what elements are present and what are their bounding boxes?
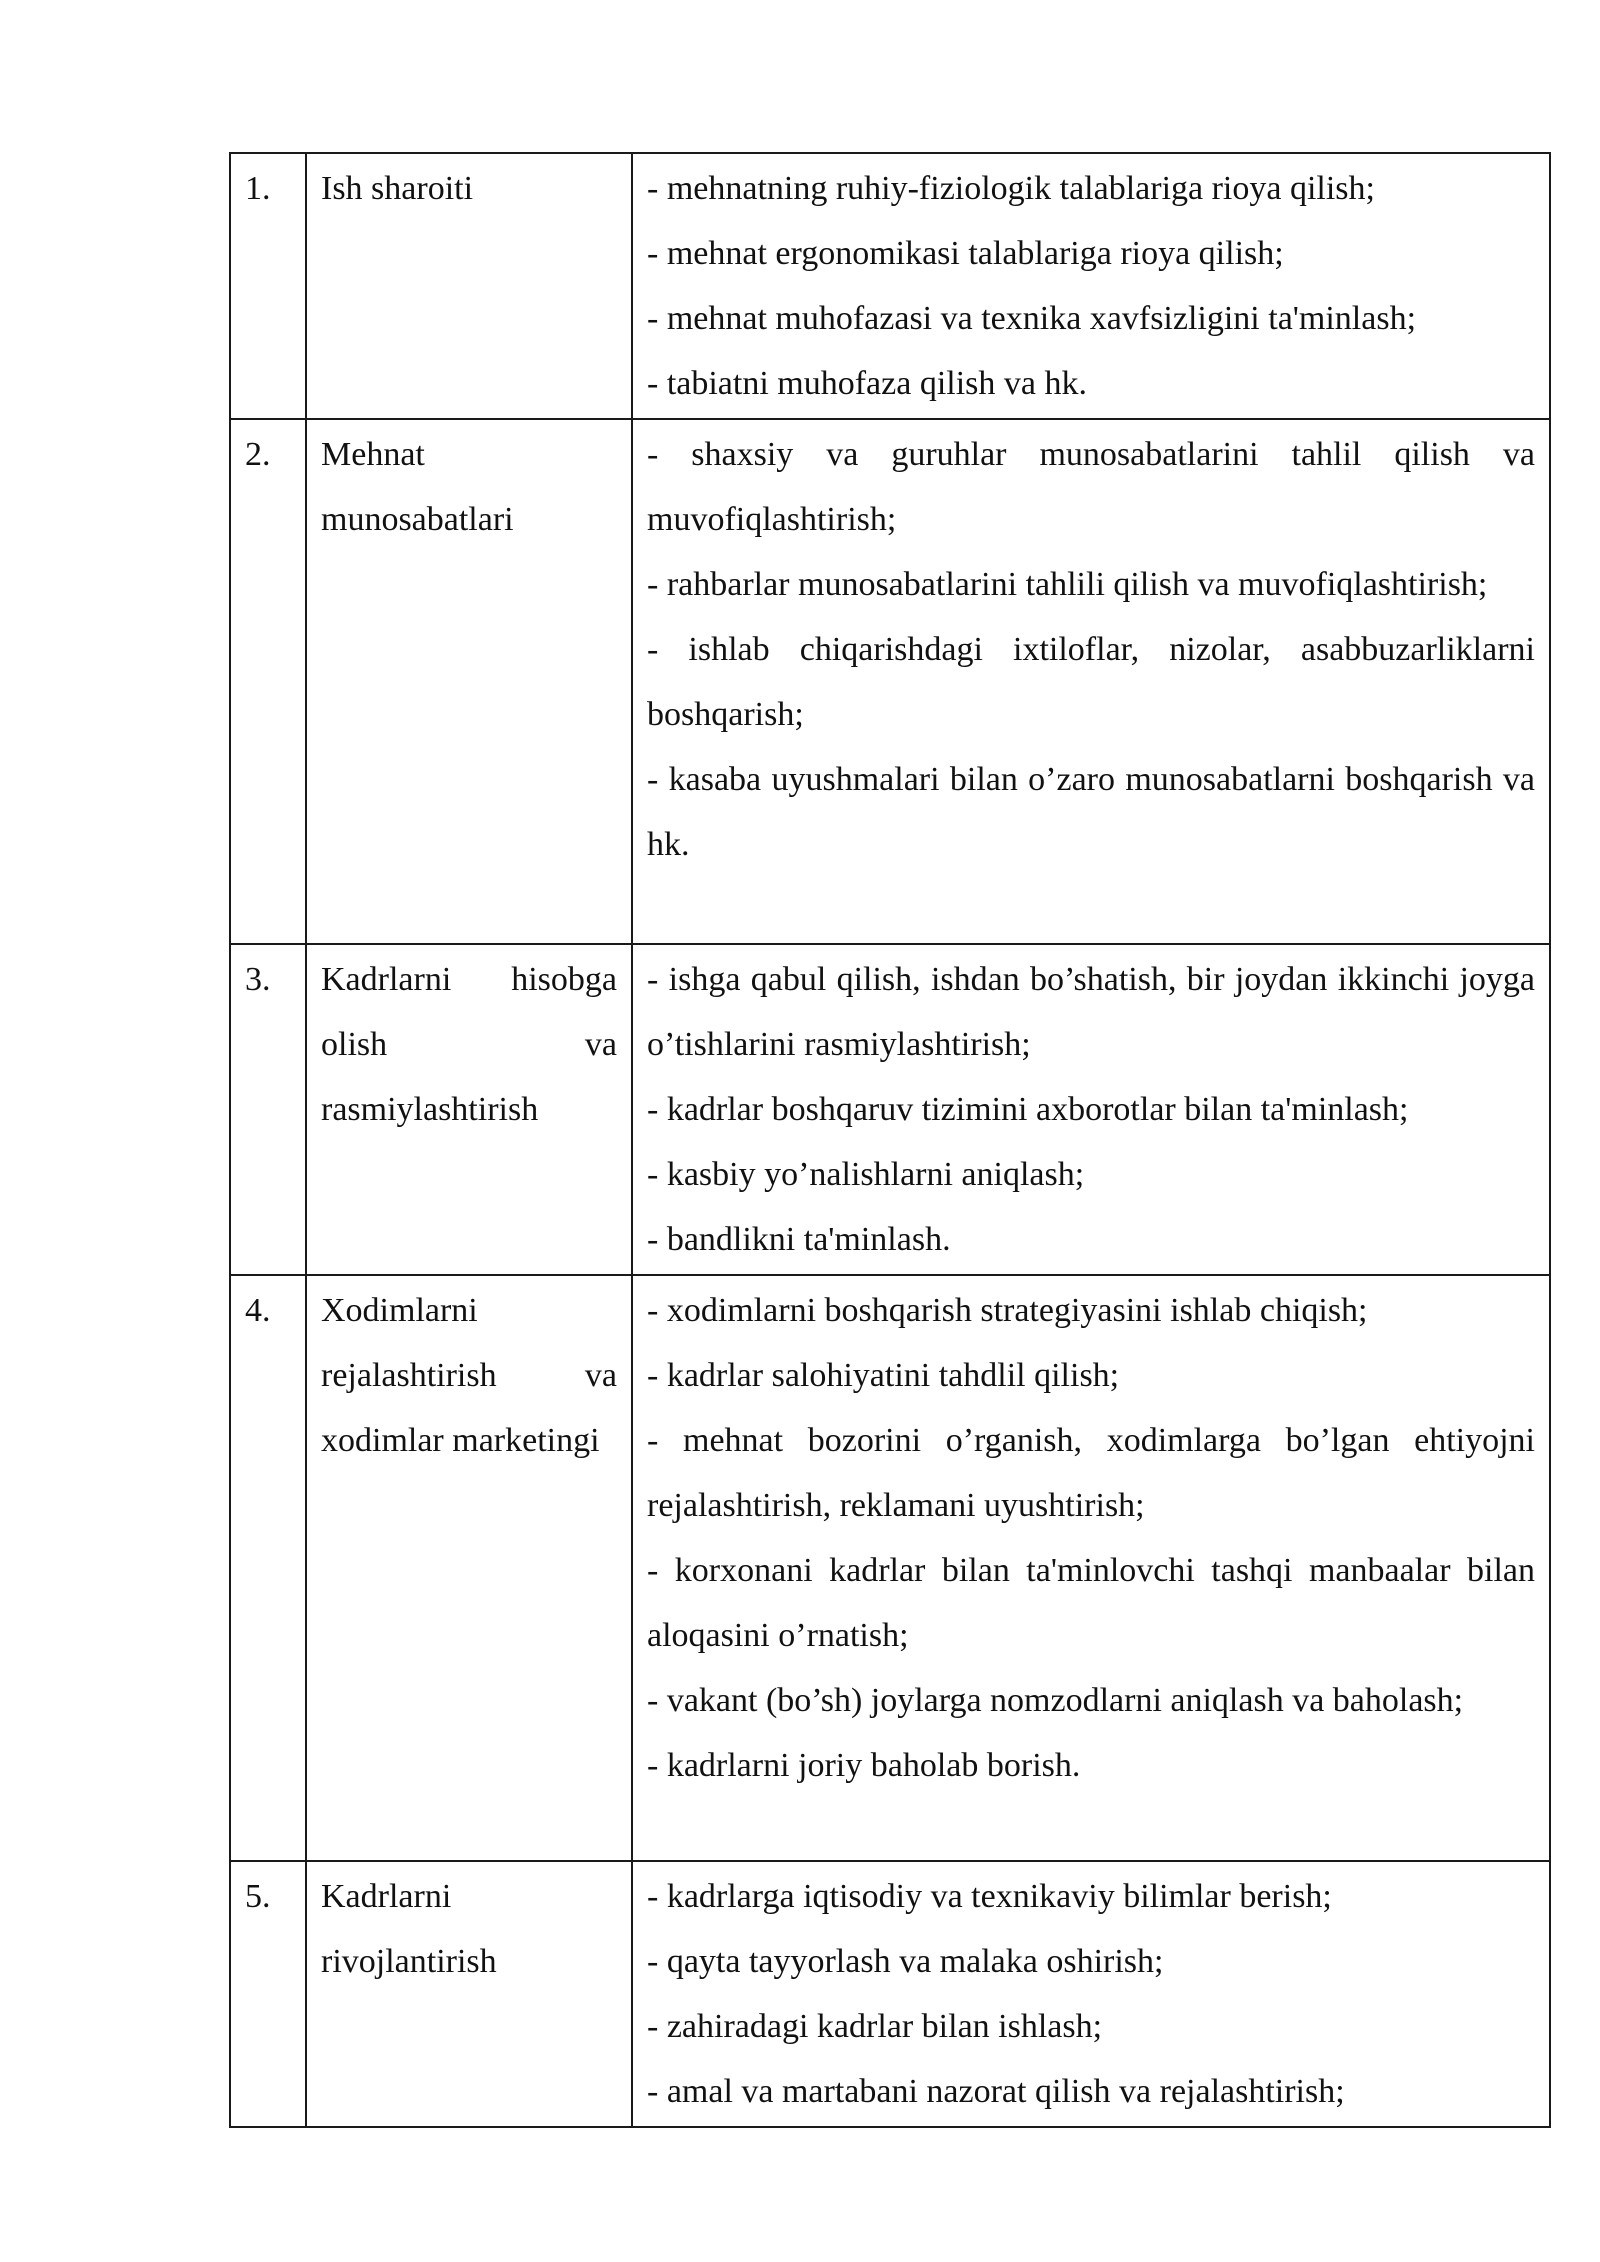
description-item: - zahiradagi kadrlar bilan ishlash;: [647, 2008, 1103, 2045]
table-row: [230, 153, 1550, 419]
description-item: - ishlab chiqarishdagi ixtiloflar, nizolar, asabbuzarliklarni boshqarish;: [647, 631, 1535, 733]
row-number: 2.: [230, 419, 306, 944]
description-item: - kasaba uyushmalari bilan o’zaro munosabatlarni boshqarish va hk.: [647, 761, 1535, 863]
function-description: [632, 1861, 1550, 2127]
function-name: Kadrlarni hisobga olish va rasmiylashtirish: [306, 944, 632, 1275]
description-item: - kadrlar salohiyatini tahdlil qilish;: [647, 1357, 1120, 1394]
description-item: - mehnat ergonomikasi talablariga rioya qilish;: [647, 235, 1284, 272]
row-number: 3.: [230, 944, 306, 1275]
description-item: - rahbarlar munosabatlarini tahlili qilish va muvofiqlashtirish;: [647, 566, 1488, 603]
function-name: Ish sharoiti: [306, 153, 632, 419]
description-item: - korxonani kadrlar bilan ta'minlovchi tashqi manbaalar bilan aloqasini o’rnatish;: [647, 1552, 1535, 1654]
description-item: - ishga qabul qilish, ishdan bo’shatish, bir joydan ikkinchi joyga o’tishlarini rasmiylashtirish;: [647, 961, 1535, 1063]
table-row: [230, 1861, 1550, 2127]
function-description: [632, 1275, 1550, 1861]
table-row: [230, 944, 1550, 1275]
row-number: 5.: [230, 1861, 306, 2127]
description-item: - amal va martabani nazorat qilish va rejalashtirish;: [647, 2073, 1345, 2110]
description-item: - qayta tayyorlash va malaka oshirish;: [647, 1943, 1164, 1980]
row-number: 1.: [230, 153, 306, 419]
row-number: 4.: [230, 1275, 306, 1861]
description-item: - kadrlar boshqaruv tizimini axborotlar bilan ta'minlash;: [647, 1091, 1409, 1128]
table-row: [230, 1275, 1550, 1861]
description-item: - kadrlarni joriy baholab borish.: [647, 1747, 1081, 1784]
description-item: - xodimlarni boshqarish strategiyasini ishlab chiqish;: [647, 1292, 1368, 1329]
function-name: Mehnat munosabatlari: [306, 419, 632, 944]
table-row: [230, 419, 1550, 944]
description-item: - kasbiy yo’nalishlarni aniqlash;: [647, 1156, 1085, 1193]
function-description: [632, 944, 1550, 1275]
description-item: - shaxsiy va guruhlar munosabatlarini tahlil qilish va muvofiqlashtirish;: [647, 436, 1535, 538]
description-item: - mehnatning ruhiy-fiziologik talablariga rioya qilish;: [647, 170, 1375, 207]
function-name: Kadrlarni rivojlantirish: [306, 1861, 632, 2127]
description-item: - bandlikni ta'minlash.: [647, 1221, 951, 1258]
description-item: - tabiatni muhofaza qilish va hk.: [647, 365, 1087, 402]
description-item: - vakant (bo’sh) joylarga nomzodlarni aniqlash va baholash;: [647, 1682, 1464, 1719]
function-description: [632, 153, 1550, 419]
description-item: - mehnat muhofazasi va texnika xavfsizligini ta'minlash;: [647, 300, 1417, 337]
function-name: Xodimlarni rejalashtirish va xodimlar marketingi: [306, 1275, 632, 1861]
functions-table: [229, 152, 1551, 2128]
function-description: [632, 419, 1550, 944]
description-item: - kadrlarga iqtisodiy va texnikaviy bilimlar berish;: [647, 1878, 1332, 1915]
description-item: - mehnat bozorini o’rganish, xodimlarga bo’lgan ehtiyojni rejalashtirish, reklamani uyushtirish;: [647, 1422, 1535, 1524]
